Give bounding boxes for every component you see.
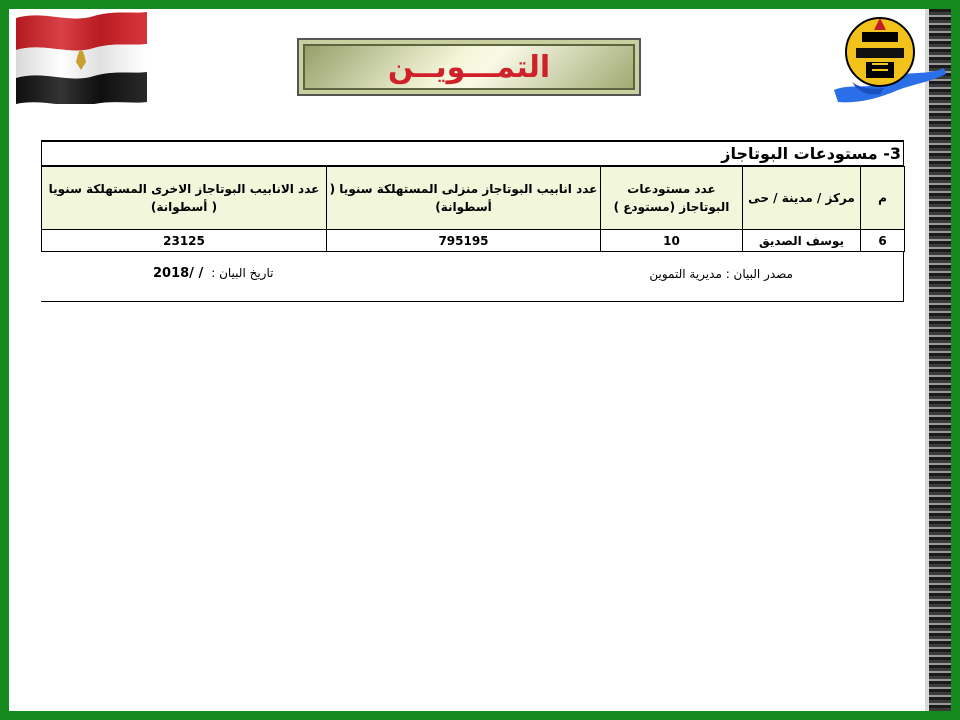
column-header-household-cylinders: عدد انابيب البوتاجاز منزلى المستهلكة سنويا ( أسطوانة) — [327, 167, 601, 230]
cell-index: 6 — [861, 230, 905, 252]
table-row — [42, 230, 905, 252]
column-header-depot-count: عدد مستودعات البوتاجاز (مستودع ) — [601, 167, 743, 230]
column-header-index: م — [861, 167, 905, 230]
cell-household-cylinders: 795195 — [327, 230, 601, 252]
column-header-other-cylinders: عدد الانابيب البوتاجاز الاخرى المستهلكة سنويا ( أسطوانة) — [42, 167, 327, 230]
egypt-flag-icon — [14, 10, 149, 104]
date-value: 2018/ / — [153, 266, 204, 281]
cell-district: يوسف الصديق — [743, 230, 861, 252]
governorate-emblem-icon — [832, 12, 947, 106]
data-date — [153, 266, 273, 281]
cell-depot-count: 10 — [601, 230, 743, 252]
section-heading: 3- مستودعات البوتاجاز — [41, 140, 904, 166]
table-footer — [41, 252, 904, 302]
cell-other-cylinders: 23125 — [42, 230, 327, 252]
title-banner — [297, 38, 641, 96]
date-label: تاريخ البيان : — [211, 266, 274, 280]
data-table — [41, 166, 905, 252]
table-header-row — [42, 167, 905, 230]
decorative-stripe — [929, 9, 951, 711]
column-header-district: مركز / مدينة / حى — [743, 167, 861, 230]
page-title: التمـــويــن — [387, 49, 551, 85]
data-source: مصدر البيان : مديرية التموين — [649, 267, 793, 281]
data-table-container — [41, 140, 904, 302]
